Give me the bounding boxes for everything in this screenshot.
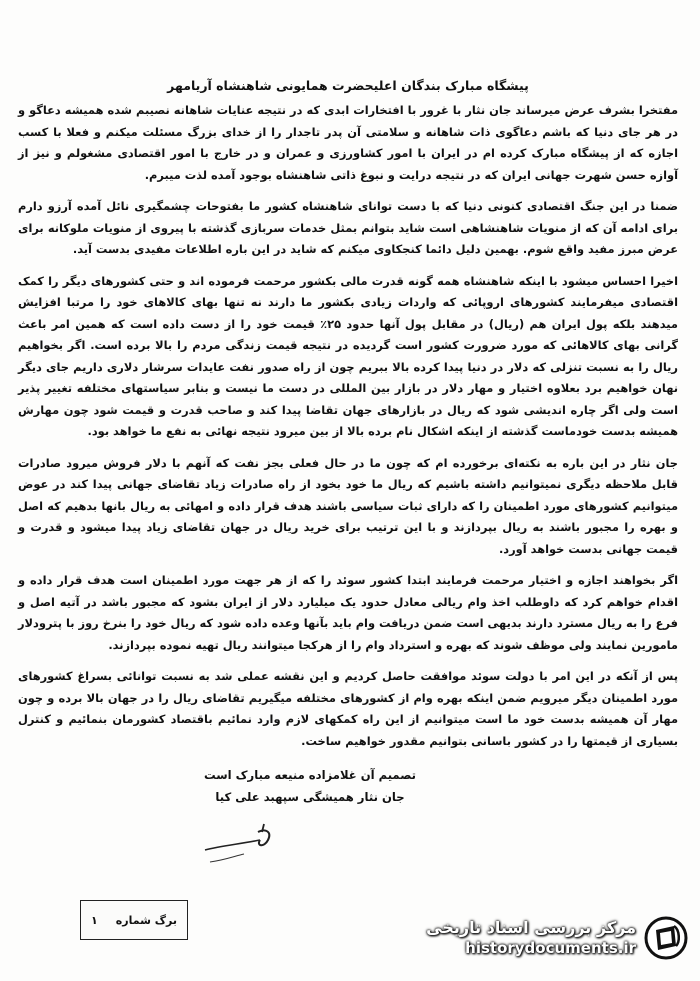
watermark-title: مرکز بررسی اسناد تاریخی — [426, 918, 636, 937]
paragraph-2: ضمنا در این جنگ اقتصادی کنونی دنیا که با دست توانای شاهنشاه کشور ما بفتوحات چشمگیری نائل آمده آرزو دارم برای ادامه آن که از منویات شاهنشاهی است شاید بتوانم بمثل خدمات سربازی گذشته با پیروی از منویات ملوکانه برای عرض مبرز مفید واقع شوم. بهمین دلیل دائما کنجکاوی میکنم که شاید در این باره اطلاعات مفیدی بدست آید. — [18, 199, 678, 256]
page-number-box — [80, 900, 188, 940]
archive-logo-icon — [644, 916, 688, 960]
paragraph-1: مفتخرا بشرف عرض میرساند جان نثار با غرور با افتخارات ابدی که در نتیجه عنایات شاهانه نصیبم شده همیشه دعا‌گو و در هر جای دنیا که باشم دعاگوی ذات شاهانه و سلامتی آن پدر تاجدار را از خدای بزرگ مسئلت میکنم و فعلا با کسب اجازه که از پیشگاه مبارک کرده ام در ایران با امور کشاورزی و عمران و در خارج با امور اقتصادی مشغولم و نیز از آوازه حسن شهرت جهانی ایران که در نتیجه درایت و نبوغ ذاتی شاهنشاه بوجود آمده لذت میبرم. — [18, 103, 678, 182]
paragraph-6: پس از آنکه در این امر با دولت سوئد موافقت حاصل کردیم و این نقشه عملی شد به نسبت توانائی بسراغ کشورهای مورد اطمینان دیگر میرویم ضمن اینکه بهره وام از کشورهای مختلفه میگیریم تقاضای ریال را در جهان بالا برده و چون مهار آن همیشه بدست خود ما است میتوانیم از این راه کمکهای لازم وارد نمائیم باقتصاد کشورمان بنمائیم و کنترل بسیاری از قیمتها را در کشور باسانی بتوانیم مقدور خواهیم ساخت. — [18, 669, 678, 748]
letter-body — [18, 78, 678, 752]
signature-name: جان نثار همیشگی سپهبد علی کیا — [215, 790, 405, 804]
page-number-label: برگ شماره — [115, 913, 177, 927]
archive-watermark — [426, 908, 688, 968]
letter-heading: پیشگاه مبارک بندگان اعلیحضرت همایونی شاهنشاه آریامهر — [167, 78, 529, 93]
handwritten-signature — [200, 810, 290, 870]
watermark-url: historydocuments.ir — [465, 939, 636, 957]
paragraph-5: اگر بخواهند اجازه و اختیار مرحمت فرمایند ابتدا کشور سوئد را که از هر جهت مورد اطمینان است هدف قرار داده و اقدام خواهم کرد که داوطلب اخذ وام ریالی معادل حدود یک میلیارد دلار از ایران بشود که مجبور باشد در آتیه اصل و فرع را به ریال مسترد دارند بدیهی است ضمن دریافت وام باید بآنها وعده داده شود که ریال خود را بنرخ روز با پترودلار مامورین نمایند ولی موظف شوند که بهره و استرداد وام را از هرکجا میتوانند ریال تهیه نموده بپردازند. — [18, 573, 678, 652]
closing-line-1: تصمیم آن غلامزاده منیعه مبارک است — [204, 768, 416, 782]
paragraph-3: اخیرا احساس میشود با اینکه شاهنشاه همه گونه قدرت مالی بکشور مرحمت فرموده اند و حتی کشورهای دیگر را کمک اقتصادی میفرمایند کشورهای اروپائی که واردات زیادی بکشور ما دارند نه تنها بهای کالاهای خود را مرتبا افزایش میدهند بلکه پول ایران هم (ریال) در مقابل پول آنها حدود ۲۵٪ قیمت خود را از دست داده است که همین امر باعث گرانی بهای کالاهائی که مورد ضرورت کشور است گردیده در نتیجه قیمت زندگی مردم را بالا برده است. اگر بخواهیم ریال را به نسبت تنزلی که دلار در دنیا پیدا کرده بالا ببریم چون از راه صدور نفت عایدات سرشار دلاری داریم جای دیگر نهان خواهیم برد بعلاوه اختیار و مهار دلار در بازار بین المللی در دست ما نیست و بنابر سیاستهای مختلفه تغییر پذیر است ولی اگر چاره اندیشی شود که ریال در بازارهای جهان تقاضا پیدا کند و صاحب قدرت و قیمت شود چون مهارش همیشه بدست خودماست گذشته از اینکه اشکال نام برده بالا از بین میرود نتیجه نهائی به نفع ما خواهد بود. — [18, 273, 678, 438]
paragraph-4: جان نثار در این باره به نکته‌ای برخورده ام که چون ما در حال فعلی بجز نفت که آنهم با دلار فروش میرود صادرات قابل ملاحظه دیگری نمیتوانیم داشته باشیم که ریال ما خود بخود از راه صادرات زیاد تقاضای جهانی پیدا کند در عوض میتوانیم کشورهای مورد اطمینان را که دارای ثبات سیاسی باشند هدف قرار داده و امهائی به ریال بانها بدهیم که اصل و بهره را مجبور باشند به ریال بپردازند و با این ترتیب برای خرید ریال در جهان تقاضای زیاد پیدا میشود و قدرت و قیمت جهانی بدست خواهد آورد. — [18, 455, 678, 556]
page-number-value: ۱ — [91, 913, 98, 927]
closing-block — [150, 764, 470, 808]
